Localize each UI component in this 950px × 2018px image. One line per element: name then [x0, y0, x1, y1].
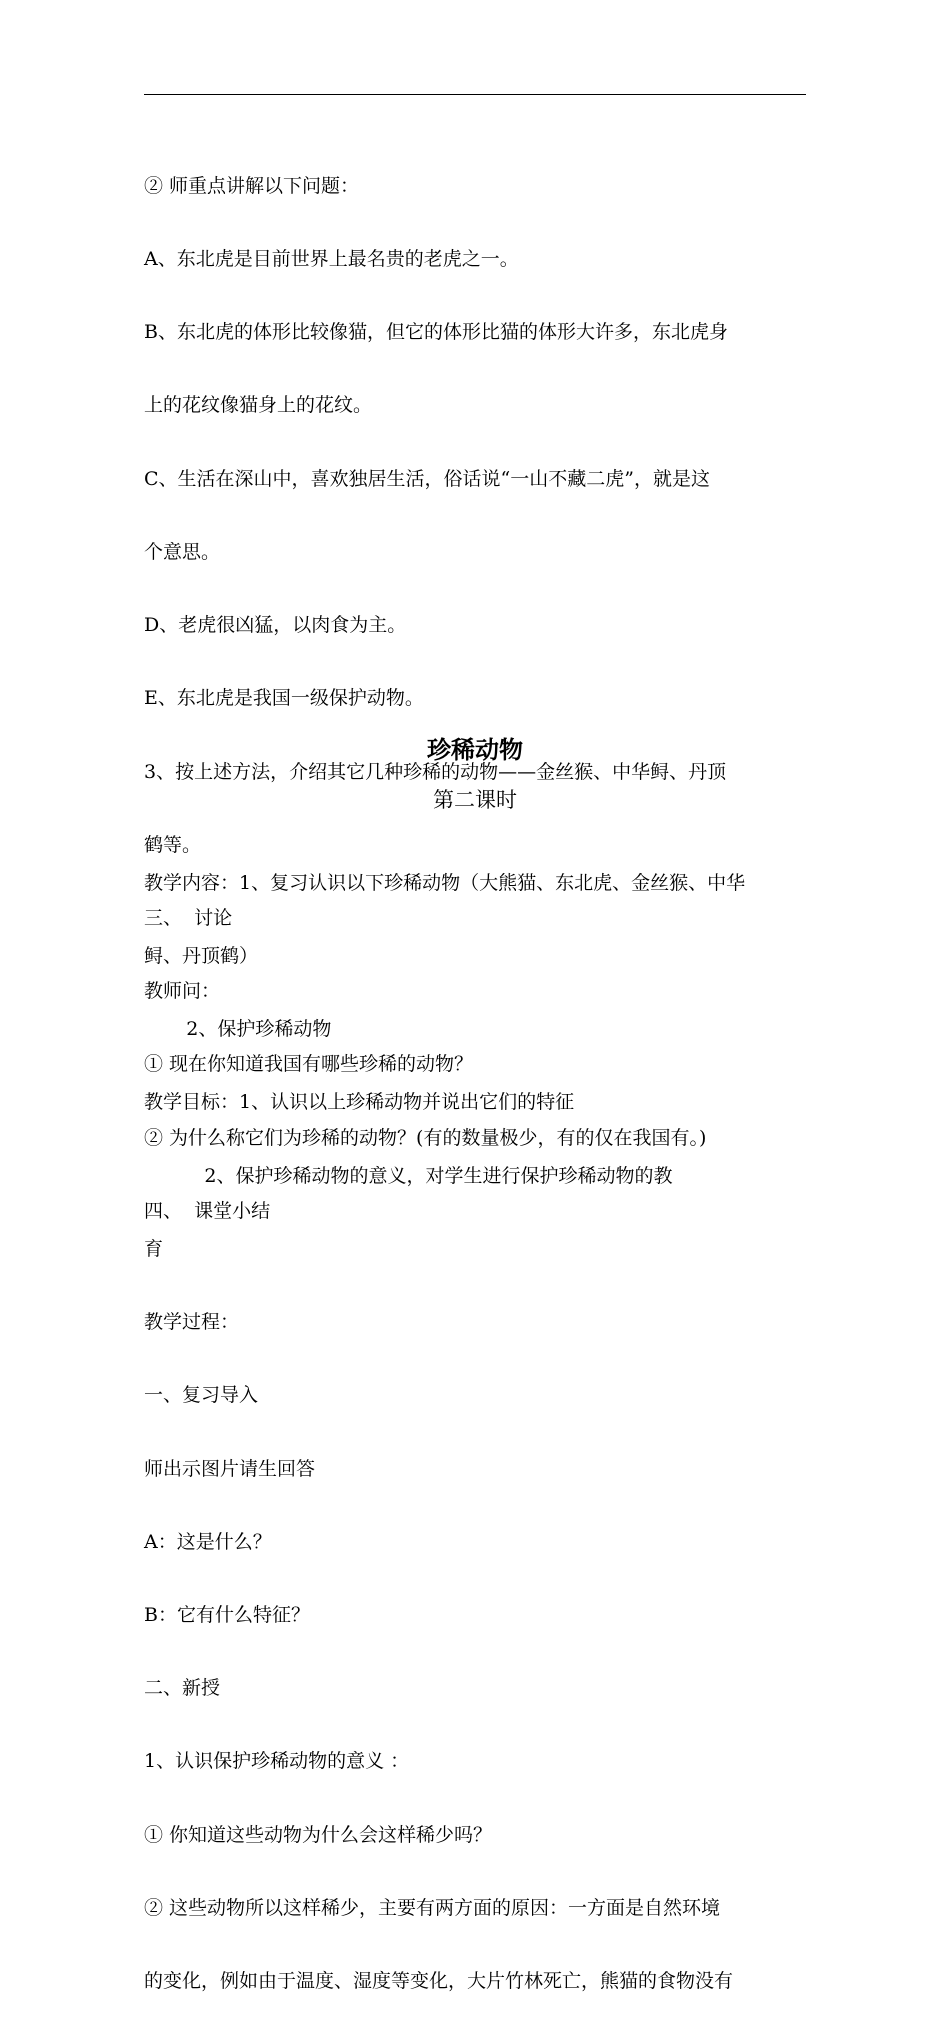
text-line: 教学目标：1、认识以上珍稀动物并说出它们的特征: [144, 1091, 575, 1114]
text-line: 个意思。: [144, 540, 221, 563]
text-line: 师出示图片请生回答: [144, 1457, 316, 1480]
document-title: 珍稀动物: [427, 736, 523, 764]
text-line: 上的花纹像猫身上的花纹。: [144, 394, 373, 417]
section-heading: 四、 课堂小结: [144, 1199, 271, 1222]
header-rule: [144, 94, 806, 95]
text-line: ① 现在你知道我国有哪些珍稀的动物？: [144, 1053, 474, 1076]
text-line: 教师问：: [144, 980, 221, 1003]
text-line: C、生活在深山中，喜欢独居生活，俗话说“一山不藏二虎”，就是这: [144, 467, 710, 490]
text-line: ② 为什么称它们为珍稀的动物？(有的数量极少，有的仅在我国有。): [144, 1126, 707, 1149]
text-line: ② 这些动物所以这样稀少，主要有两方面的原因：一方面是自然环境: [144, 1896, 721, 1919]
text-line: 鹤等。: [144, 833, 202, 856]
text-line: 2、保护珍稀动物的意义，对学生进行保护珍稀动物的教: [144, 1164, 673, 1187]
text-line: 2、保护珍稀动物: [144, 1018, 332, 1041]
text-block-lower: [144, 822, 810, 2018]
section-heading: 三、 讨论: [144, 907, 233, 929]
text-line: 的变化，例如由于温度、湿度等变化，大片竹林死亡，熊猫的食物没有: [144, 1970, 734, 1993]
text-line: E、东北虎是我国一级保护动物。: [144, 687, 424, 710]
section-heading: 一、复习导入: [144, 1384, 259, 1407]
text-line: A、东北虎是目前世界上最名贵的老虎之一。: [144, 248, 519, 271]
text-line: 3、按上述方法，介绍其它几种珍稀的动物——金丝猴、中华鲟、丹顶: [144, 760, 727, 783]
text-line: 鲟、丹顶鹤）: [144, 945, 259, 968]
text-line: B：它有什么特征？: [144, 1604, 310, 1626]
text-line: ① 你知道这些动物为什么会这样稀少吗？: [144, 1823, 493, 1846]
section-heading: 教学过程：: [144, 1311, 240, 1334]
text-line: 1、认识保护珍稀动物的意义 ：: [144, 1750, 410, 1773]
lesson-subtitle: 第二课时: [433, 788, 517, 812]
text-line: B、东北虎的体形比较像猫，但它的体形比猫的体形大许多，东北虎身: [144, 321, 728, 344]
section-heading: 二、新授: [144, 1677, 221, 1700]
text-line: ② 师重点讲解以下问题：: [144, 174, 360, 197]
text-line: D、老虎很凶猛，以肉食为主。: [144, 614, 407, 637]
text-line: A：这是什么？: [144, 1530, 272, 1553]
text-line: 教学内容：1、复习认识以下珍稀动物（大熊猫、东北虎、金丝猴、中华: [144, 871, 746, 894]
text-line: 育: [144, 1237, 164, 1260]
